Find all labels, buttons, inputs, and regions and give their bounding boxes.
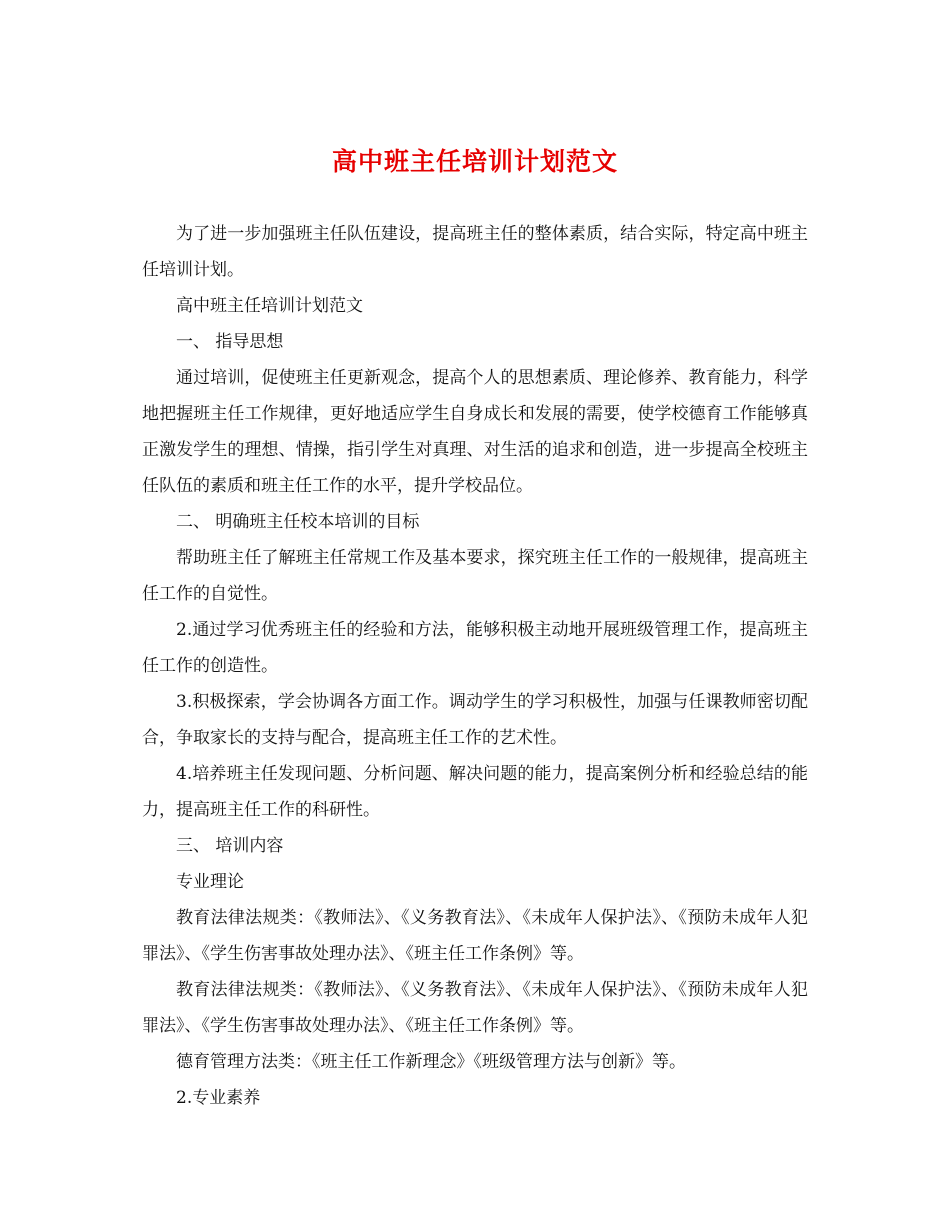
paragraph-goal-2: 2.通过学习优秀班主任的经验和方法，能够积极主动地开展班级管理工作，提高班主任工作的创造性。 — [142, 620, 808, 676]
heading-training-content: 三、 培训内容 — [176, 836, 284, 856]
paragraph-laws-1: 教育法律法规类：《教师法》、《义务教育法》、《未成年人保护法》、《预防未成年人犯罪法》、《学生伤害事故处理办法》、《班主任工作条例》等。 — [142, 908, 808, 964]
paragraph-guiding-ideology: 通过培训，促使班主任更新观念，提高个人的思想素质、理论修养、教育能力，科学地把握班主任工作规律，更好地适应学生自身成长和发展的需要，使学校德育工作能够真正激发学生的理想、情操，指引学生对真理、对生活的追求和创造，进一步提高全校班主任队伍的素质和班主任工作的水平，提升学校品位。 — [142, 368, 808, 496]
subheading-professional-theory: 专业理论 — [176, 872, 244, 892]
document-body — [142, 216, 808, 1116]
paragraph-laws-2: 教育法律法规类：《教师法》、《义务教育法》、《未成年人保护法》、《预防未成年人犯罪法》、《学生伤害事故处理办法》、《班主任工作条例》等。 — [142, 980, 808, 1036]
paragraph-goal-1: 帮助班主任了解班主任常规工作及基本要求，探究班主任工作的一般规律，提高班主任工作的自觉性。 — [142, 548, 808, 604]
heading-guiding-ideology: 一、 指导思想 — [176, 332, 284, 352]
heading-training-goals: 二、 明确班主任校本培训的目标 — [176, 512, 420, 532]
subheading-professional-quality: 2.专业素养 — [176, 1088, 261, 1108]
paragraph-subtitle: 高中班主任培训计划范文 — [176, 296, 363, 316]
paragraph-intro: 为了进一步加强班主任队伍建设，提高班主任的整体素质，结合实际，特定高中班主任培训计划。 — [142, 224, 808, 280]
document-title: 高中班主任培训计划范文 — [331, 147, 618, 176]
paragraph-goal-3: 3.积极探索，学会协调各方面工作。调动学生的学习积极性，加强与任课教师密切配合，争取家长的支持与配合，提高班主任工作的艺术性。 — [142, 692, 808, 748]
paragraph-management-methods: 德育管理方法类：《班主任工作新理念》《班级管理方法与创新》等。 — [176, 1052, 686, 1072]
paragraph-goal-4: 4.培养班主任发现问题、分析问题、解决问题的能力，提高案例分析和经验总结的能力，提高班主任工作的科研性。 — [142, 764, 808, 820]
